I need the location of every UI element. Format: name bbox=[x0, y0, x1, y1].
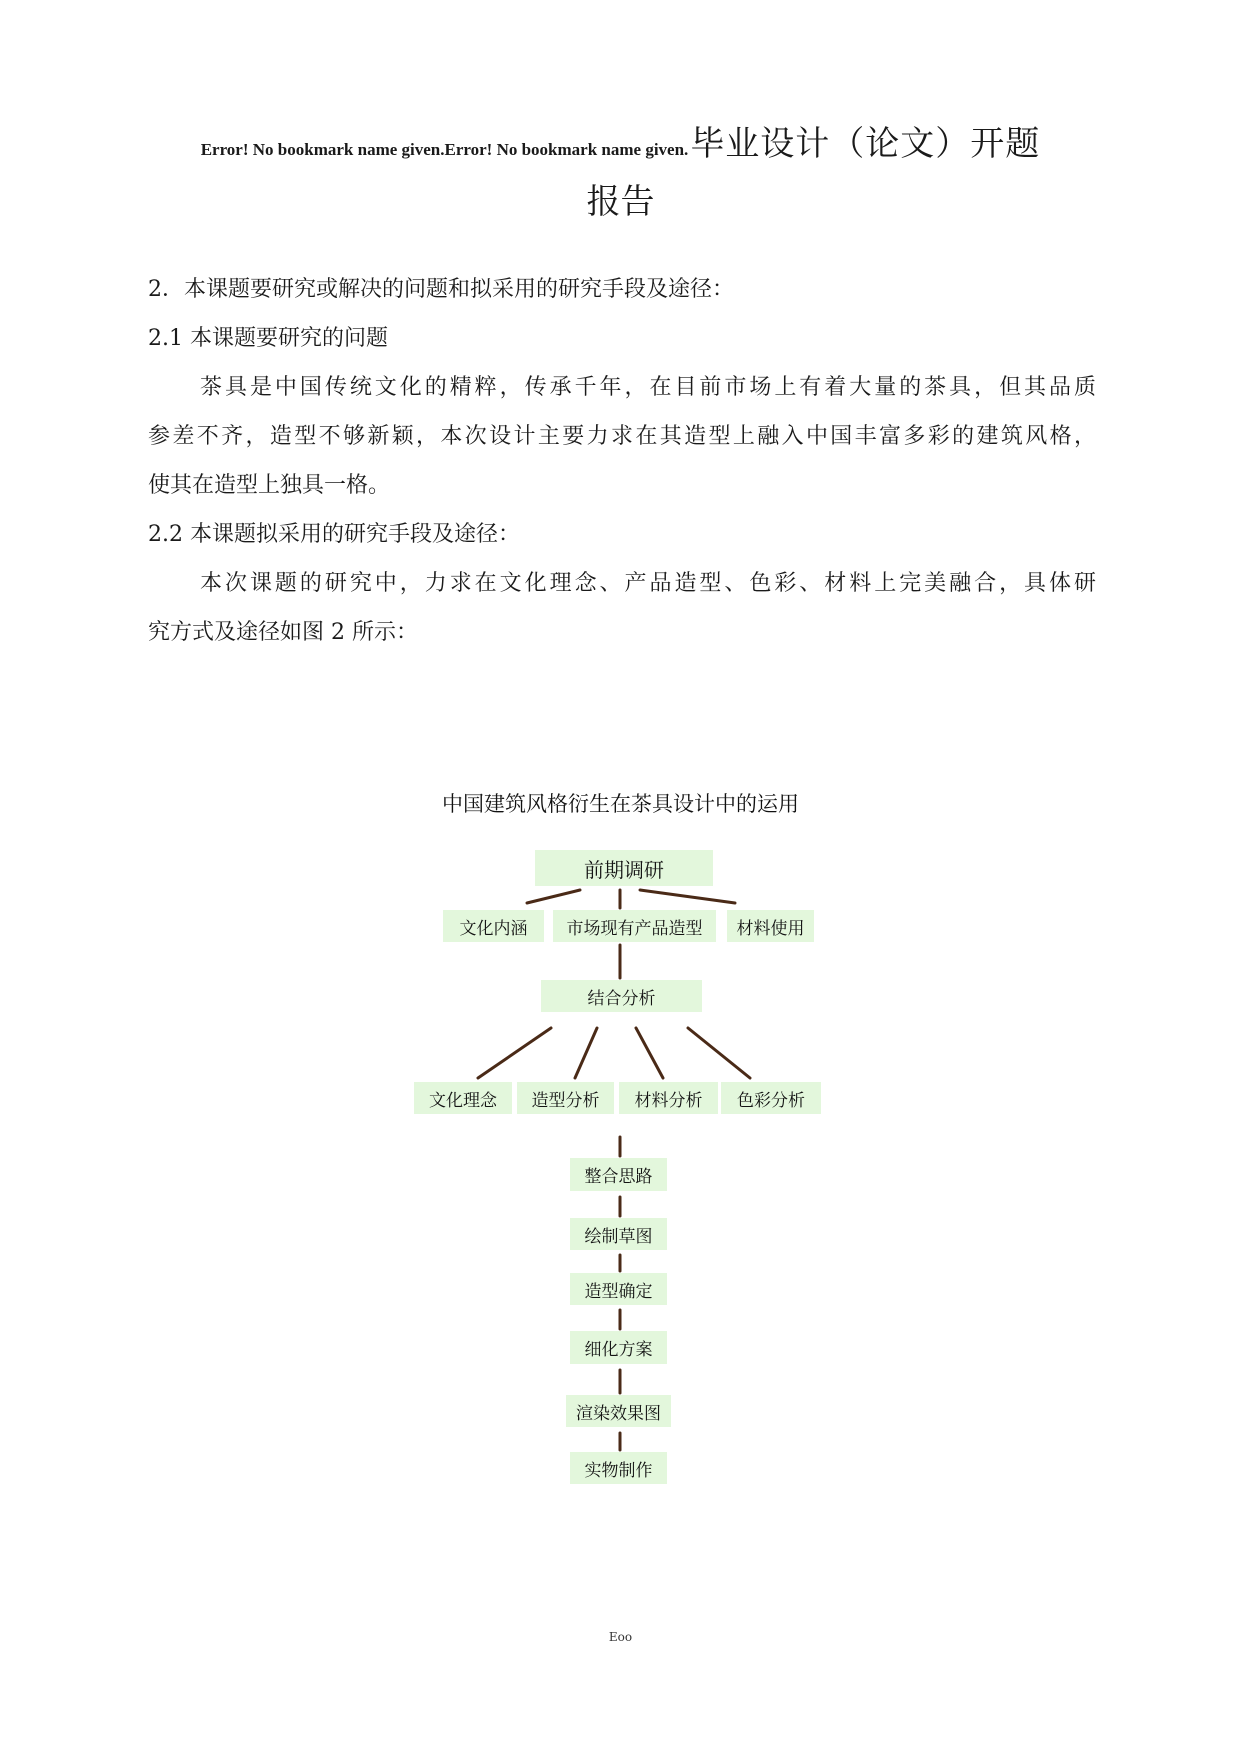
flow-node-integrate-ideas: 整合思路 bbox=[570, 1158, 667, 1191]
section-heading-2-1: 2.1 本课题要研究的问题 bbox=[148, 326, 388, 351]
flow-node-render-images: 渲染效果图 bbox=[566, 1395, 671, 1427]
flow-node-finalize-form: 造型确定 bbox=[570, 1273, 667, 1305]
connector-line bbox=[478, 1028, 551, 1078]
bookmark-error-text: Error! No bookmark name given.Error! No bookmark name given. bbox=[200, 140, 689, 159]
header-line-1 bbox=[0, 118, 1241, 176]
paragraph-2-line: 本次课题的研究中，力求在文化理念、产品造型、色彩、材料上完美融合，具体研 bbox=[200, 571, 1096, 596]
body-text bbox=[148, 265, 1096, 657]
flow-node-form-analysis: 造型分析 bbox=[517, 1082, 614, 1114]
paragraph-1-line: 使其在造型上独具一格。 bbox=[148, 473, 391, 498]
connector-line bbox=[527, 890, 580, 903]
report-title-continued: 报告 bbox=[586, 182, 655, 222]
connector-line bbox=[688, 1028, 750, 1078]
flow-node-root: 前期调研 bbox=[535, 850, 713, 886]
flow-node-material-analysis: 材料分析 bbox=[619, 1082, 718, 1114]
flow-node-color-analysis: 色彩分析 bbox=[721, 1082, 821, 1114]
report-title: 毕业设计（论文）开题 bbox=[690, 124, 1041, 164]
paragraph-1-line: 参差不齐，造型不够新颖，本次设计主要力求在其造型上融入中国丰富多彩的建筑风格， bbox=[148, 424, 1096, 449]
flow-node-combined-analysis: 结合分析 bbox=[541, 980, 702, 1012]
connector-line bbox=[640, 890, 735, 903]
flow-node-material-use: 材料使用 bbox=[727, 910, 814, 942]
flow-node-physical-prototype: 实物制作 bbox=[570, 1452, 667, 1484]
flow-node-draw-sketches: 绘制草图 bbox=[570, 1218, 667, 1250]
flow-node-culture-connotation: 文化内涵 bbox=[443, 910, 544, 942]
flow-node-culture-concept: 文化理念 bbox=[414, 1082, 512, 1114]
section-heading-2-2: 2.2 本课题拟采用的研究手段及途径： bbox=[148, 522, 520, 547]
footer-page-mark: Eoo bbox=[608, 1630, 633, 1644]
page-header bbox=[0, 118, 1241, 228]
paragraph-1-line: 茶具是中国传统文化的精粹，传承千年，在目前市场上有着大量的茶具，但其品质 bbox=[200, 375, 1096, 400]
figure-title: 中国建筑风格衍生在茶具设计中的运用 bbox=[442, 792, 799, 816]
connector-line bbox=[636, 1028, 663, 1078]
flow-node-market-product-form: 市场现有产品造型 bbox=[553, 910, 716, 942]
flow-node-refine-plan: 细化方案 bbox=[570, 1331, 667, 1364]
paragraph-2-line: 究方式及途径如图 2 所示： bbox=[148, 620, 418, 645]
section-heading-2: 2．本课题要研究或解决的问题和拟采用的研究手段及途径： bbox=[148, 277, 734, 302]
connector-line bbox=[575, 1028, 597, 1078]
